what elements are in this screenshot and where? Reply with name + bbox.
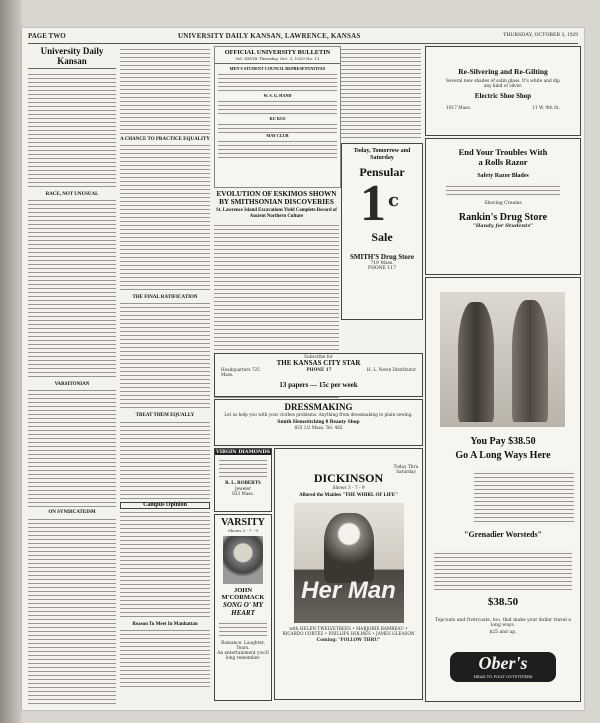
star-headquarters: Headquarters 725 Mass. xyxy=(221,367,260,377)
dressmaking-title: DRESSMAKING xyxy=(284,402,353,412)
editorial-text xyxy=(28,387,116,507)
shop-address: 11 W. 9th St. xyxy=(532,106,560,111)
obers-logo xyxy=(450,652,556,682)
kansas-city-star-ad xyxy=(214,353,423,397)
sale-dates: Today, Tomorrow and Saturday xyxy=(353,148,411,161)
price-unit: c xyxy=(388,190,399,211)
column-editorial xyxy=(28,46,116,706)
resilvering-title: Re-Silvering and Re-Gilting xyxy=(458,67,548,76)
obers-clothing-ad xyxy=(425,277,581,702)
price-block xyxy=(342,175,422,232)
product-name: Pensular xyxy=(359,165,405,179)
jeweler-role: Jeweler xyxy=(234,486,252,491)
editorial-heading: THE FINAL RATIFICATION xyxy=(132,295,198,301)
nameplate: University Daily Kansan xyxy=(40,46,104,66)
star-distributor: H. L. Nevin Distributor xyxy=(366,367,416,372)
campus-opinion-heading: Campus Opinion xyxy=(143,501,187,508)
film-cast: with HELEN TWELVETREES • MARJORIE RAMBEAU • RICARDO CORTEZ • PHILLIPS HOLMES • JAMES GLEASON xyxy=(282,626,415,636)
resilvering-ad xyxy=(425,46,581,136)
bulletin-subtitle: Vol. XXVIII Thursday, Oct. 3, 1929 No. 11 xyxy=(235,56,320,61)
rankin-slogan: "Handy for Students" xyxy=(473,223,533,229)
editorial-heading: TREAT THEM EQUALLY xyxy=(135,413,195,419)
obers-text xyxy=(434,550,572,590)
rankin-drug-ad xyxy=(425,138,581,275)
film-star: JOHN M'CORMACK xyxy=(221,587,265,601)
show-times: Shows 3 - 7 - 9 xyxy=(332,486,365,491)
obers-logo-text: Ober's xyxy=(478,653,528,673)
shop-name: Electric Shoe Shop xyxy=(474,92,532,100)
column-editorial-2 xyxy=(120,46,210,706)
tagline: Allured the Maiden "THE WHIRL OF LIFE" xyxy=(299,493,398,498)
newspaper-page xyxy=(22,28,584,710)
obers-topcoats-price: $25 and up. xyxy=(489,630,517,635)
bulletin-text xyxy=(218,138,337,158)
jeweler-name: R. L. ROBERTS xyxy=(225,481,261,486)
bulletin-title: OFFICIAL UNIVERSITY BULLETIN xyxy=(224,49,331,56)
masthead xyxy=(28,31,578,44)
bulletin-text xyxy=(218,71,337,93)
bulletin-item: KU KUS xyxy=(269,116,286,121)
store-phone: PHONE 117 xyxy=(368,266,396,271)
obers-logo-tag: HEAD TO FOOT OUTFITTERS xyxy=(473,674,533,679)
resilvering-body: Several new shades of satin glass. It's white and dip any kind of silver. xyxy=(446,79,560,89)
editorial-heading: VARSITONIAN xyxy=(54,382,90,388)
obers-headline: Go A Long Ways Here xyxy=(455,450,551,461)
man-figure-right xyxy=(512,300,548,422)
varsity-footer: An entertainment you'll long remember. xyxy=(217,651,269,661)
editorial-text xyxy=(120,46,210,134)
official-bulletin xyxy=(214,46,341,188)
editorial-heading: ON SYNDICATEISM xyxy=(48,510,96,516)
shop-address: 1017 Mass. xyxy=(446,106,472,111)
suit-illustration xyxy=(440,292,565,427)
diamonds-title: VIRGIN DIAMONDS xyxy=(216,449,270,455)
obers-fabric: "Grenadier Worsteds" xyxy=(464,530,542,539)
page-number: PAGE TWO xyxy=(28,32,66,40)
diamonds-text xyxy=(219,457,267,479)
film-poster xyxy=(294,503,404,623)
editorial-text xyxy=(120,419,210,499)
bulletin-item: MAY CLUB xyxy=(266,133,289,138)
staff-listing xyxy=(28,71,116,189)
editorial-text xyxy=(120,142,210,292)
actor-portrait xyxy=(223,536,263,584)
star-price: 13 papers — 15c per week xyxy=(279,381,358,389)
obers-price: $38.50 xyxy=(487,596,519,608)
dressmaking-shop: Smith Hemstitching 8 Beauty Shop xyxy=(277,419,360,425)
rankin-product-2: Shaving Creams xyxy=(484,201,522,206)
editorial-heading: Reason To Meet In Manhattan xyxy=(132,621,198,627)
store-name: SMITH'S Drug Store xyxy=(349,253,415,261)
sale-label: Sale xyxy=(371,230,393,244)
opinion-text xyxy=(120,627,210,687)
editorial-text xyxy=(28,516,116,706)
editorial-text xyxy=(120,300,210,410)
varsity-footer: Romance, Laughter, Tears. xyxy=(221,641,265,651)
obers-text xyxy=(474,470,574,525)
opinion-text xyxy=(120,509,210,619)
varsity-text xyxy=(219,620,267,638)
star-phone: PHONE 17 xyxy=(306,367,332,372)
rankin-store-name: Rankin's Drug Store xyxy=(458,212,548,223)
dressmaking-ad xyxy=(214,399,423,446)
bulletin-item: W. S. G. HAND xyxy=(263,93,292,98)
obers-price-line: You Pay $38.50 xyxy=(470,436,536,447)
pensular-sale-ad xyxy=(341,143,423,320)
rankin-headline-2: a Rolls Razor xyxy=(478,157,528,167)
editorial-heading: RACE, NOT UNUSUAL xyxy=(45,192,99,197)
run-dates: Today Thru Saturday xyxy=(393,465,419,475)
bulletin-text xyxy=(218,121,337,133)
show-times: Shows 3 - 7 - 9 xyxy=(228,528,258,533)
coming-soon: Coming: "FOLLOW THRU" xyxy=(316,638,381,643)
editorial-heading: A CHANCE TO PRACTICE EQUALITY xyxy=(120,137,210,142)
scan-edge xyxy=(0,0,22,723)
notice-text xyxy=(341,46,421,138)
rankin-product: Safety Razor Blades xyxy=(477,173,529,179)
editorial-text xyxy=(28,197,116,379)
rankin-text xyxy=(446,183,560,197)
jeweler-address: 833 Mass. xyxy=(232,491,254,496)
actress-figure xyxy=(324,513,374,583)
film-title: Her Man xyxy=(301,577,396,604)
varsity-theatre-ad xyxy=(214,514,272,701)
price-value: 1 xyxy=(360,175,386,232)
issue-date: THURSDAY, OCTOBER 3, 1929 xyxy=(503,32,578,38)
star-pre: Subscribe for xyxy=(304,354,333,359)
theatre-name: VARSITY xyxy=(221,517,265,528)
story-headline: EVOLUTION OF ESKIMOS SHOWN BY SMITHSONIAN DISCOVERIES xyxy=(216,190,337,206)
film-title: SONG O' MY HEART xyxy=(222,601,264,617)
obers-topcoats: Topcoats and Overcoats, too, that make your dollar travel a long ways. xyxy=(435,618,571,629)
man-figure-left xyxy=(458,302,494,422)
story-subhead: St. Lawrence Island Excavations Yield Complete Record of Ancient Northern Culture xyxy=(216,208,337,219)
rankin-headline: End Your Troubles With xyxy=(458,147,548,157)
bulletin-item: MEN'S STUDENT COUNCIL REPRESENTATIVES xyxy=(229,66,326,71)
theatre-name: DICKINSON xyxy=(313,471,384,485)
paper-title: UNIVERSITY DAILY KANSAN, LAWRENCE, KANSAS xyxy=(178,32,361,40)
star-name: THE KANSAS CITY STAR xyxy=(276,359,361,367)
dressmaking-address: 833 1/2 Mass. Tel. 482 xyxy=(294,425,343,430)
bulletin-text xyxy=(218,98,337,116)
dickinson-theatre-ad xyxy=(274,448,423,700)
diamonds-ad xyxy=(214,448,272,512)
dressmaking-body: Let us help you with your clothes problems. Anything from dressmaking to plain sewing. xyxy=(224,412,413,417)
store-address: 719 Mass. xyxy=(370,261,394,266)
